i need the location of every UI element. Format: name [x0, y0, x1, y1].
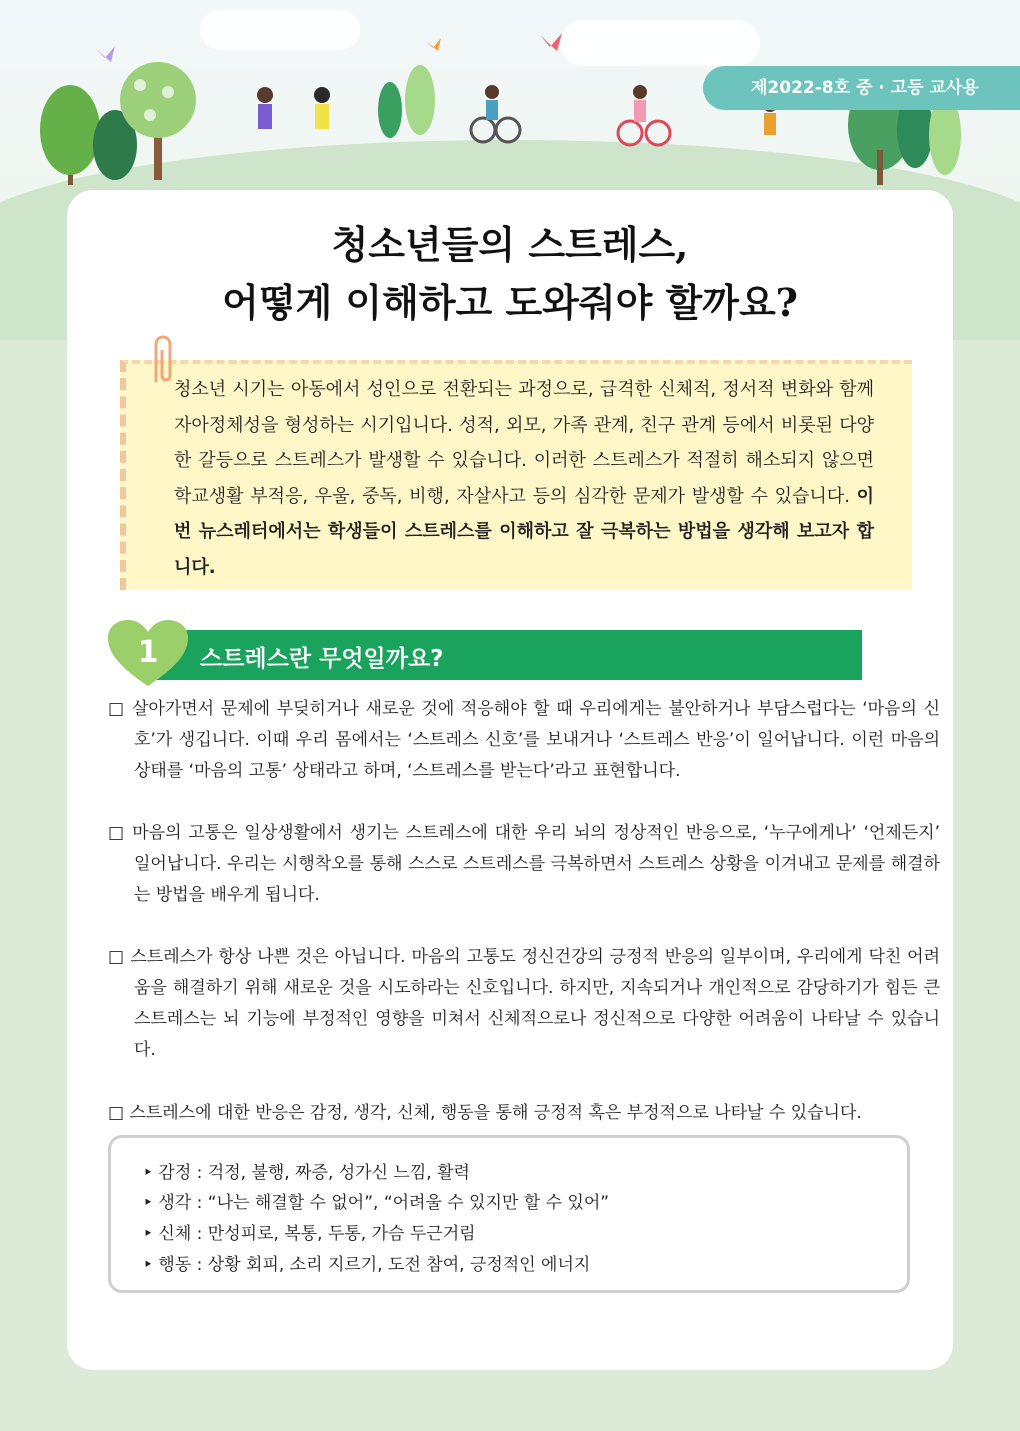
section-number: 1 — [137, 635, 159, 670]
header-illustration — [0, 30, 1020, 190]
page-title-line1: 청소년들의 스트레스, — [331, 222, 689, 267]
paragraph-4: □ 스트레스에 대한 반응은 감정, 생각, 신체, 행동을 통해 긍정적 혹은 부정적으로 나타날 수 있습니다. — [108, 1103, 862, 1123]
paragraph-1: □ 살아가면서 문제에 부딪히거나 새로운 것에 적응해야 할 때 우리에게는 불안하거나 부담스럽다는 ‘마음의 신호’가 생깁니다. 이때 우리 몸에서는 ‘스트레스 신호’를 보내거나 ‘스트레스 반응’이 일어납니다. 이런 마음의 상태를 ‘마음의 고통’ 상태라고 하며, ‘스트레스를 받는다’라고 표현합니다. — [108, 699, 940, 781]
reactions-box — [108, 1135, 910, 1293]
issue-badge: 제2022-8호 중 · 고등 교사용 — [703, 66, 1020, 110]
reaction-body: ‣ 신체 : 만성피로, 복통, 두통, 가슴 두근거림 — [143, 1224, 476, 1244]
intro-note — [120, 360, 912, 590]
intro-body: 청소년 시기는 아동에서 성인으로 전환되는 과정으로, 급격한 신체적, 정서적 변화와 함께 자아정체성을 형성하는 시기입니다. 성적, 외모, 가족 관계, 친구 관계 등에서 비롯된 다양한 갈등으로 스트레스가 발생할 수 있습니다. 이러한 스트레스가 적절히 해소되지 않으면 학교생활 부적응, 우울, 중독, 비행, 자살사고 등의 심각한 문제가 발생할 수 있습니다. — [174, 379, 874, 507]
reaction-thought: ‣ 생각 : “나는 해결할 수 없어”, “어려울 수 있지만 할 수 있어” — [143, 1193, 610, 1213]
page-title-line2: 어떻게 이해하고 도와줘야 할까요? — [222, 280, 798, 325]
reaction-emotion: ‣ 감정 : 걱정, 불행, 짜증, 성가신 느낌, 활력 — [143, 1163, 470, 1183]
intro-emphasis: 이번 뉴스레터에서는 학생들이 스트레스를 이해하고 잘 극복하는 방법을 생각해 보고자 합니다. — [174, 485, 874, 578]
paragraph-2: □ 마음의 고통은 일상생활에서 생기는 스트레스에 대한 우리 뇌의 정상적인 반응으로, ‘누구에게나’ ‘언제든지’ 일어납니다. 우리는 시행착오를 통해 스스로 스트레스를 극복하면서 스트레스 상황을 이겨내고 문제를 해결하는 방법을 배우게 됩니다. — [108, 823, 940, 905]
section-title: 스트레스란 무엇일까요? — [200, 646, 444, 672]
reaction-behavior: ‣ 행동 : 상황 회피, 소리 지르기, 도전 참여, 긍정적인 에너지 — [143, 1255, 591, 1275]
paragraph-3: □ 스트레스가 항상 나쁜 것은 아닙니다. 마음의 고통도 정신건강의 긍정적 반응의 일부이며, 우리에게 닥친 어려움을 해결하기 위해 새로운 것을 시도하라는 신호입니다. 하지만, 지속되거나 개인적으로 감당하기가 힘든 큰 스트레스는 뇌 기능에 부정적인 영향을 미쳐서 신체적으로나 정신적으로 다양한 어려움이 나타날 수 있습니다. — [108, 947, 940, 1060]
intro-text — [174, 372, 874, 585]
